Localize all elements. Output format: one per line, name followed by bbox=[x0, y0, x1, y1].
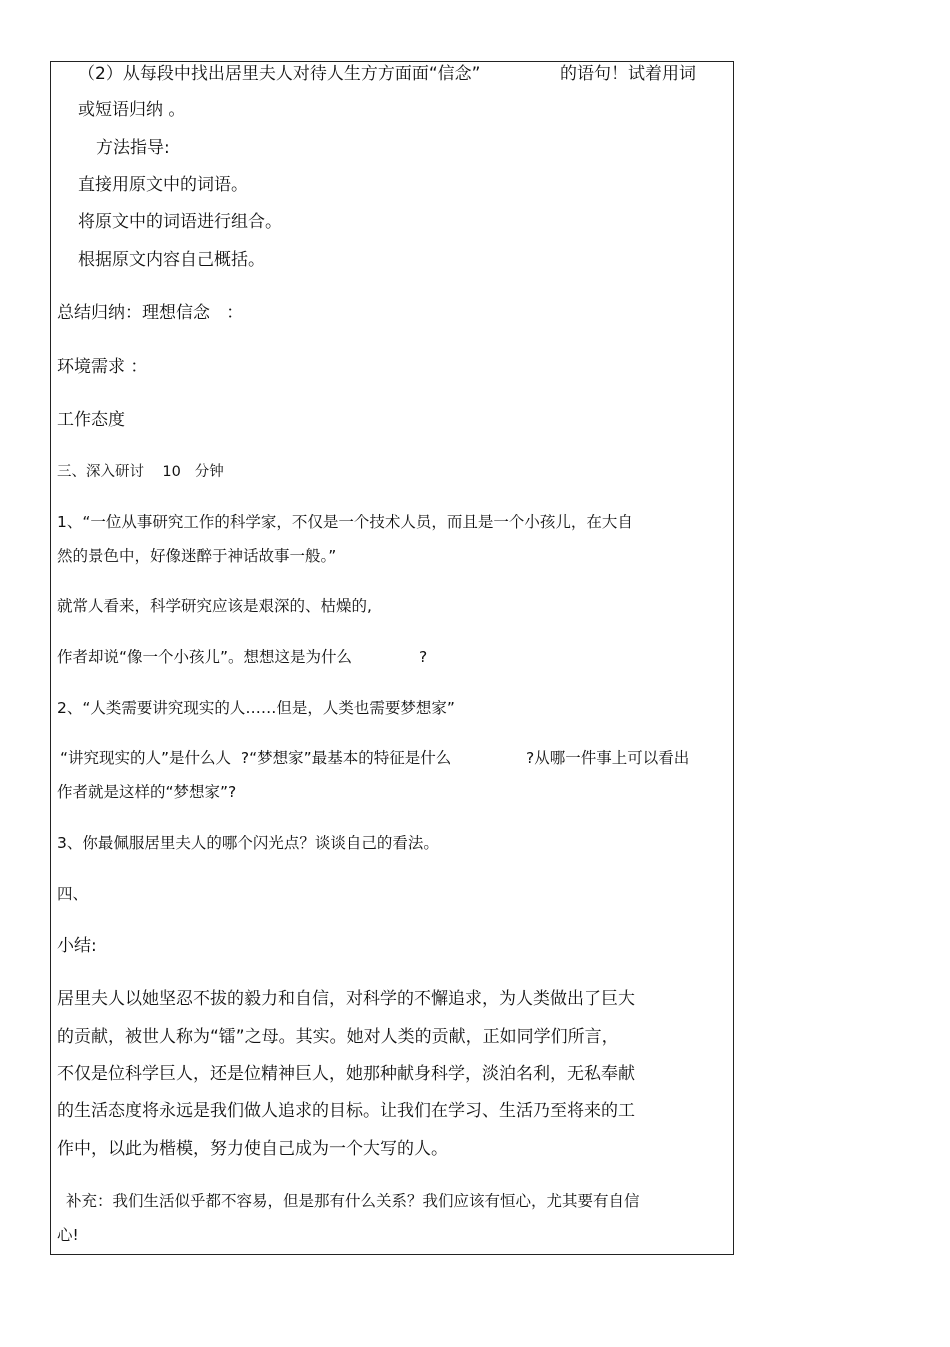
summary-heading: 小结: bbox=[57, 936, 97, 956]
supplement-line-1: 补充：我们生活似乎都不容易，但是那有什么关系？我们应该有恒心，尤其要有自信 bbox=[66, 1192, 640, 1210]
question-1-line-4-tail: ? bbox=[419, 648, 428, 666]
summary-prompt-environment: 环境需求 ： bbox=[57, 357, 148, 377]
summary-paragraph-line: 作中，以此为楷模，努力使自己成为一个大写的人。 bbox=[57, 1139, 448, 1159]
summary-prompt-ideals: 总结归纳：理想信念 ： bbox=[57, 303, 244, 323]
supplement-line-2: 心! bbox=[57, 1226, 79, 1244]
question-2-prompt-line-1-tail: ?从哪一件事上可以看出 bbox=[526, 749, 690, 767]
section-3-heading: 三、深入研讨 10 分钟 bbox=[57, 464, 224, 480]
method-item: 根据原文内容自己概括。 bbox=[78, 250, 265, 270]
question-2-line-2: 或短语归纳 。 bbox=[78, 100, 186, 120]
section-4-heading: 四、 bbox=[57, 885, 89, 903]
question-2-prompt-line-1: “讲究现实的人”是什么人 ?“梦想家”最基本的特征是什么 bbox=[60, 749, 452, 767]
method-item: 直接用原文中的词语。 bbox=[78, 175, 248, 195]
question-2-quote: 2、“人类需要讲究现实的人……但是，人类也需要梦想家” bbox=[57, 699, 455, 717]
question-2-prompt-line-2: 作者就是这样的“梦想家”? bbox=[57, 783, 237, 801]
method-item: 将原文中的词语进行组合。 bbox=[78, 212, 282, 232]
question-1-line-4: 作者却说“像一个小孩儿”。想想这是为什么 bbox=[57, 648, 353, 666]
summary-paragraph-line: 居里夫人以她坚忍不拔的毅力和自信，对科学的不懈追求，为人类做出了巨大 bbox=[57, 989, 635, 1009]
question-1-line-2: 然的景色中，好像迷醉于神话故事一般。” bbox=[57, 547, 337, 565]
summary-paragraph-line: 不仅是位科学巨人，还是位精神巨人，她那种献身科学，淡泊名利，无私奉献 bbox=[57, 1064, 635, 1084]
summary-prompt-attitude: 工作态度 bbox=[57, 410, 125, 430]
method-heading: 方法指导: bbox=[96, 138, 170, 158]
summary-paragraph-line: 的生活态度将永远是我们做人追求的目标。让我们在学习、生活乃至将来的工 bbox=[57, 1101, 635, 1121]
question-3: 3、你最佩服居里夫人的哪个闪光点？谈谈自己的看法。 bbox=[57, 834, 439, 852]
question-1-line-3: 就常人看来，科学研究应该是艰深的、枯燥的, bbox=[57, 597, 372, 615]
question-1-line-1: 1、“一位从事研究工作的科学家，不仅是一个技术人员，而且是一个小孩儿，在大自 bbox=[57, 513, 633, 531]
question-2-line-1: （2）从每段中找出居里夫人对待人生方方面面“信念” bbox=[78, 64, 481, 84]
summary-paragraph-line: 的贡献，被世人称为“镭”之母。其实。她对人类的贡献，正如同学们所言， bbox=[57, 1027, 619, 1047]
question-2-line-1-tail: 的语句！试着用词 bbox=[560, 64, 696, 84]
